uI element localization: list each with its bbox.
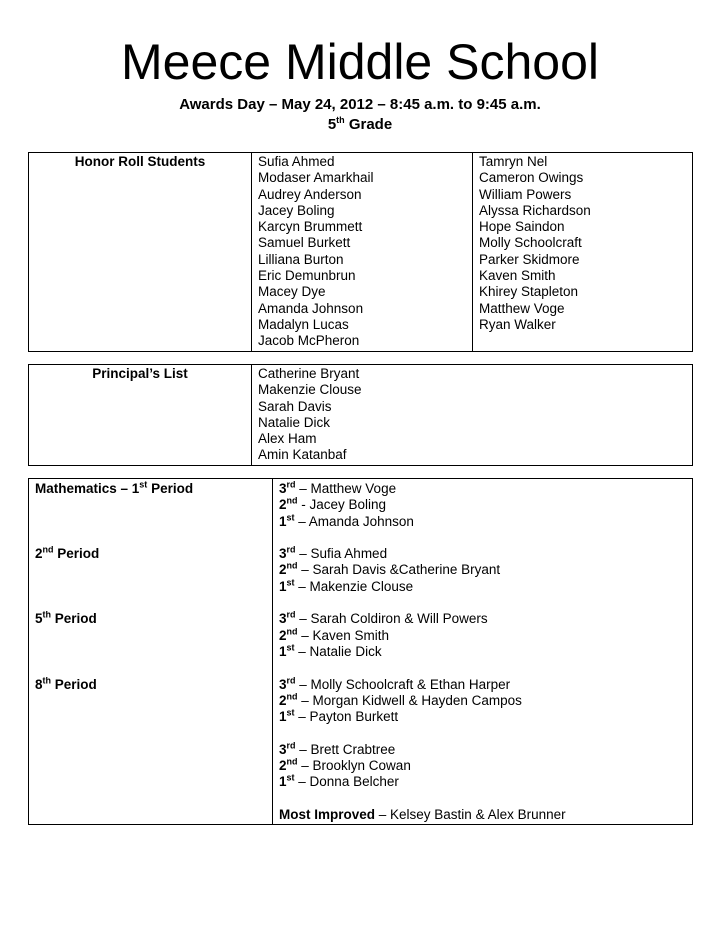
place-number: 3 (279, 676, 287, 692)
place-number: 1 (279, 513, 287, 529)
place-number: 1 (279, 774, 287, 790)
principals-list-table (28, 364, 693, 466)
period-suffix: Period (51, 611, 97, 627)
award-winners: – Morgan Kidwell & Hayden Campos (297, 692, 522, 708)
place-number: 3 (279, 611, 287, 627)
period-sup: th (42, 609, 52, 620)
name-entry: Alex Ham (258, 431, 317, 447)
period-prefix: 2 (35, 546, 43, 562)
name-entry: Karcyn Brummett (258, 219, 363, 235)
most-improved-label: Most Improved (279, 806, 376, 822)
name-entry: Catherine Bryant (258, 366, 360, 381)
award-winners: – Brett Crabtree (295, 741, 396, 757)
award-line (279, 644, 686, 660)
name-entry: Khirey Stapleton (479, 284, 579, 300)
award-winners: – Matthew Voge (295, 481, 397, 496)
honor-roll-table (28, 152, 693, 352)
name-entry: Hope Saindon (479, 219, 565, 235)
name-entry: Makenzie Clouse (258, 382, 362, 398)
place-suffix: rd (286, 479, 296, 490)
place-suffix: rd (286, 740, 296, 751)
grade-heading (0, 115, 720, 135)
award-line (279, 562, 686, 578)
name-entry: Natalie Dick (258, 414, 331, 430)
award-winners: – Sarah Davis &Catherine Bryant (297, 562, 501, 578)
award-winners: – Brooklyn Cowan (297, 758, 411, 774)
place-suffix: st (286, 772, 295, 783)
place-number: 1 (279, 709, 287, 725)
award-line (279, 628, 686, 644)
period-sup: th (42, 675, 52, 686)
place-suffix: nd (286, 691, 298, 702)
name-entry: Jacob McPheron (258, 333, 360, 349)
grade-suffix: th (336, 115, 345, 125)
award-line (279, 579, 686, 595)
place-suffix: nd (286, 560, 298, 571)
name-entry: Parker Skidmore (479, 251, 580, 267)
name-entry: Jacey Boling (258, 202, 335, 218)
period-prefix: 8 (35, 676, 43, 692)
award-winners: – Payton Burkett (294, 709, 399, 725)
place-number: 3 (279, 546, 287, 562)
event-subtitle: Awards Day – May 24, 2012 – 8:45 a.m. to 9:45 a.m. (179, 96, 541, 113)
award-line (279, 481, 686, 497)
award-winners: – Sufia Ahmed (295, 546, 388, 562)
name-entry: Matthew Voge (479, 300, 565, 316)
period-suffix: Period (53, 546, 100, 562)
place-suffix: nd (286, 495, 298, 506)
place-suffix: nd (286, 756, 298, 767)
place-suffix: nd (286, 626, 298, 637)
period-label (35, 611, 266, 627)
award-line (279, 709, 686, 725)
place-number: 2 (279, 758, 287, 774)
place-suffix: st (286, 577, 295, 588)
award-winners: – Kaven Smith (297, 627, 390, 643)
name-entry: William Powers (479, 186, 572, 202)
place-suffix: rd (286, 609, 296, 620)
name-entry: Amanda Johnson (258, 300, 364, 316)
name-entry: Sarah Davis (258, 398, 332, 414)
award-winners: – Amanda Johnson (294, 513, 414, 529)
award-winners: – Natalie Dick (294, 643, 382, 659)
award-winners: - Jacey Boling (297, 497, 387, 513)
place-number: 1 (279, 643, 287, 659)
honor-roll-label: Honor Roll Students (29, 153, 252, 352)
place-number: 2 (279, 692, 287, 708)
name-entry: Madalyn Lucas (258, 316, 349, 332)
award-line (279, 514, 686, 530)
place-suffix: st (286, 642, 295, 653)
name-entry: Audrey Anderson (258, 186, 362, 202)
name-entry: Macey Dye (258, 284, 326, 300)
name-entry: Alyssa Richardson (479, 202, 591, 218)
award-line (279, 611, 686, 627)
period-prefix: Mathematics – 1 (35, 481, 140, 496)
period-suffix: Period (51, 676, 97, 692)
place-suffix: rd (286, 544, 296, 555)
award-line (279, 497, 686, 513)
place-number: 2 (279, 562, 287, 578)
place-suffix: rd (286, 675, 296, 686)
place-suffix: st (286, 512, 295, 523)
award-line (279, 774, 686, 790)
honor-roll-column-2 (473, 153, 693, 352)
place-number: 2 (279, 627, 287, 643)
award-winners: – Donna Belcher (294, 774, 399, 790)
most-improved-winners: – Kelsey Bastin & Alex Brunner (375, 806, 566, 822)
period-sup: st (139, 479, 148, 490)
place-number: 1 (279, 578, 287, 594)
math-awards-table (28, 478, 693, 825)
period-label (35, 677, 266, 693)
name-entry: Lilliana Burton (258, 251, 344, 267)
award-line (279, 742, 686, 758)
name-entry: Samuel Burkett (258, 235, 351, 251)
grade-word: Grade (348, 116, 393, 133)
math-period-labels (29, 479, 273, 825)
name-entry: Ryan Walker (479, 316, 556, 332)
period-label (35, 481, 266, 497)
period-sup: nd (42, 544, 54, 555)
name-entry: Amin Katanbaf (258, 447, 347, 463)
name-entry: Molly Schoolcraft (479, 235, 582, 251)
most-improved-line (279, 807, 686, 823)
place-suffix: st (286, 707, 295, 718)
place-number: 3 (279, 741, 287, 757)
name-entry: Sufia Ahmed (258, 154, 335, 169)
place-number: 3 (279, 481, 287, 496)
name-entry: Tamryn Nel (479, 154, 548, 169)
award-winners: – Makenzie Clouse (294, 578, 414, 594)
name-entry: Eric Demunbrun (258, 268, 356, 284)
award-winners: – Sarah Coldiron & Will Powers (295, 611, 488, 627)
period-suffix: Period (147, 481, 194, 496)
period-prefix: 5 (35, 611, 43, 627)
name-entry: Modaser Amarkhail (258, 170, 374, 186)
name-entry: Kaven Smith (479, 268, 556, 284)
school-title: Meece Middle School (120, 34, 600, 90)
place-number: 2 (279, 497, 287, 513)
math-award-lines (273, 479, 693, 825)
grade-number: 5 (327, 116, 337, 133)
name-entry: Cameron Owings (479, 170, 584, 186)
principals-list-label: Principal’s List (29, 365, 252, 466)
award-line (279, 693, 686, 709)
period-label (35, 546, 266, 562)
principals-list-names (252, 365, 693, 466)
award-winners: – Molly Schoolcraft & Ethan Harper (295, 676, 511, 692)
award-line (279, 546, 686, 562)
award-line (279, 677, 686, 693)
honor-roll-column-1 (252, 153, 473, 352)
award-line (279, 758, 686, 774)
